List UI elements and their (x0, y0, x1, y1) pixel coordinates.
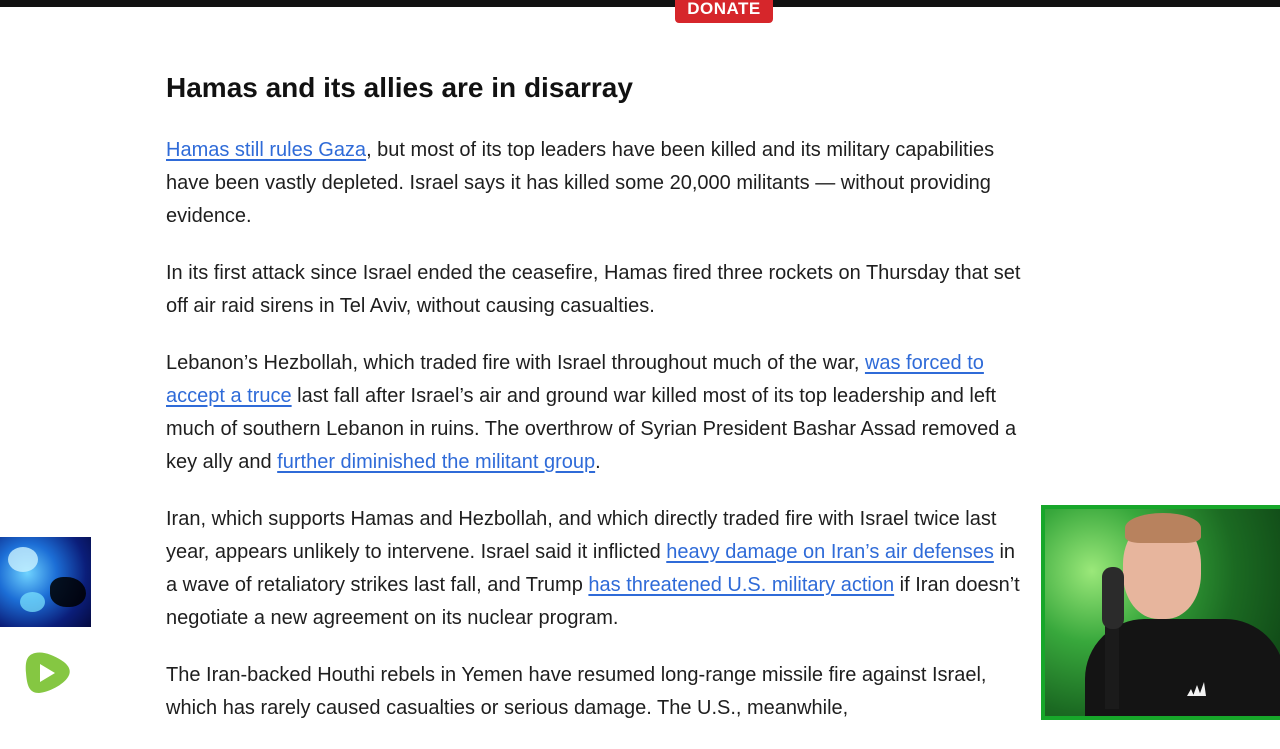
link-threatened-military-action[interactable]: has threatened U.S. military action (588, 574, 895, 596)
link-hamas-still-rules-gaza[interactable]: Hamas still rules Gaza (166, 139, 367, 161)
overlay-thumbnail (0, 537, 91, 627)
paragraph-2 (166, 257, 1026, 323)
webcam-feed (1041, 505, 1280, 720)
paragraph-1 (166, 134, 1026, 233)
top-bar (0, 0, 1280, 7)
link-forced-to-accept-truce[interactable]: was forced to accept a truce (166, 352, 984, 407)
article-body (166, 68, 1026, 749)
microphone-icon (1102, 567, 1124, 629)
paragraph-4-text-b: in a wave of retaliatory strikes last fall, and Trump (166, 541, 1016, 596)
paragraph-3-text-c: . (595, 451, 601, 473)
donate-button[interactable] (675, 0, 773, 23)
paragraph-3 (166, 347, 1026, 479)
paragraph-5 (166, 659, 1026, 725)
paragraph-4-text-a: Iran, which supports Hamas and Hezbollah, and which directly traded fire with Israel twice last year, appears unlikely to intervene. Israel said it inflicted (166, 508, 997, 563)
link-further-diminished-militant-group[interactable]: further diminished the militant group (277, 451, 596, 473)
link-heavy-damage-air-defenses[interactable]: heavy damage on Iran’s air defenses (666, 541, 994, 563)
paragraph-4-text-c: if Iran doesn’t negotiate a new agreement on its nuclear program. (166, 574, 1020, 629)
paragraph-2-text: In its first attack since Israel ended the ceasefire, Hamas fired three rockets on Thursday that set off air raid sirens in Tel Aviv, without causing casualties. (166, 262, 1021, 317)
paragraph-1-text: , but most of its top leaders have been killed and its military capabilities have been vastly depleted. Israel says it has killed some 20,000 militants — without providing evidence. (166, 139, 995, 227)
paragraph-3-text-b: last fall after Israel’s air and ground war killed most of its top leadership and left much of southern Lebanon in ruins. The overthrow of Syrian President Bashar Assad removed a key ally and (166, 385, 1017, 473)
paragraph-4 (166, 503, 1026, 635)
rumble-play-icon[interactable] (21, 647, 73, 699)
section-heading: Hamas and its allies are in disarray (166, 72, 633, 103)
donate-label: DONATE (687, 0, 761, 18)
paragraph-5-text: The Iran-backed Houthi rebels in Yemen have resumed long-range missile fire against Israel, which has rarely caused casualties or serious damage. The U.S., meanwhile, (166, 664, 987, 719)
brand-logo-icon (1185, 681, 1207, 697)
paragraph-3-text-a: Lebanon’s Hezbollah, which traded fire with Israel throughout much of the war, (166, 352, 865, 374)
